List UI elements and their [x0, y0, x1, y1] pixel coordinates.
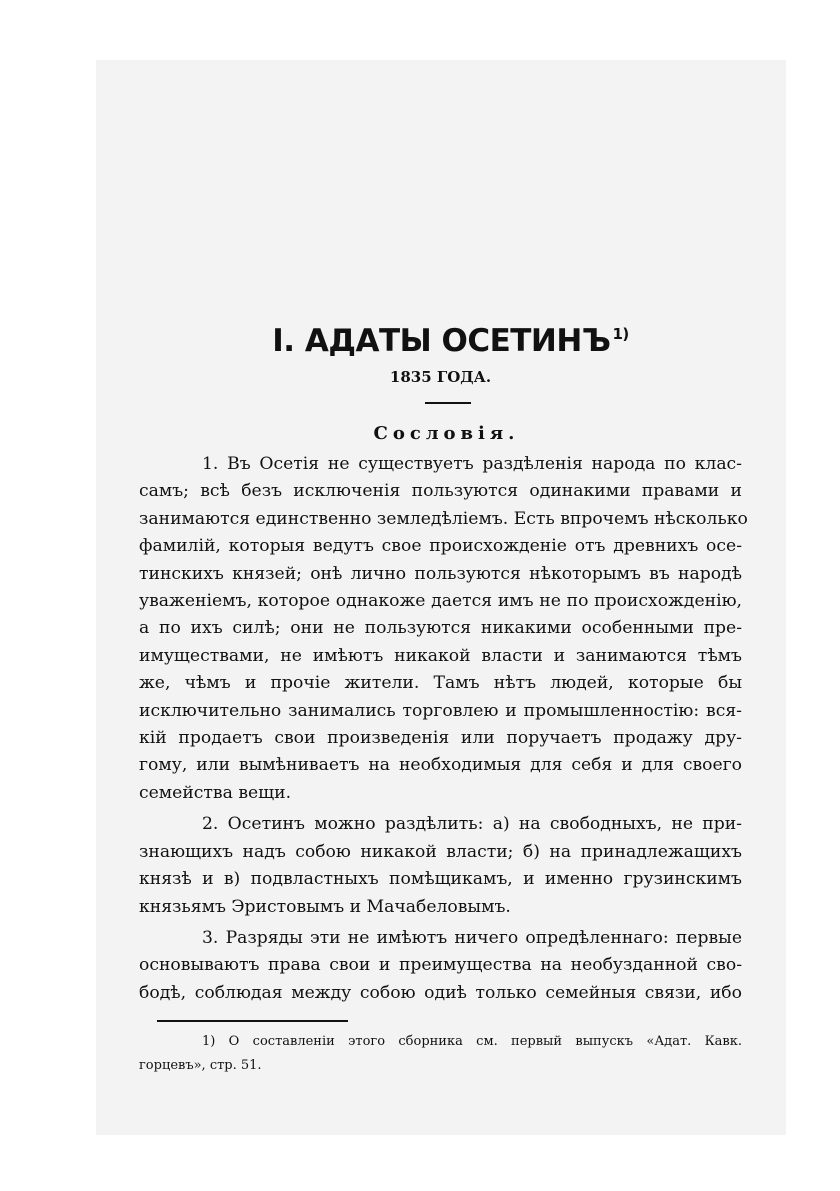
text-line: 1. Въ Осетія не существуетъ раздѣленія народа по клас- [202, 454, 742, 474]
text-line: основываютъ права свои и преимущества на необузданной сво- [139, 955, 742, 976]
footnote [139, 1030, 742, 1078]
text-line: знающихъ надъ собою никакой власти; б) на принадлежащихъ [139, 841, 742, 862]
text-line: исключительно занимались торговлею и промышленностію: вся- [139, 700, 742, 721]
text-line: самъ; всѣ безъ исключенія пользуются одинакими правами и [139, 481, 742, 502]
footnote-divider [157, 1020, 348, 1022]
text-line: фамилій, которыя ведутъ свое происхожденіе отъ древнихъ осе- [139, 536, 742, 557]
title-text: I. АДАТЫ ОСЕТИНЪ [272, 323, 611, 359]
text-line: 3. Разряды эти не имѣютъ ничего опредѣленнаго: первые [202, 927, 742, 948]
text-line: имуществами, не имѣютъ никакой власти и занимаются тѣмъ [139, 645, 742, 666]
text-line: а по ихъ силѣ; они не пользуются никакими особенными пре- [139, 618, 742, 639]
page-title [159, 311, 742, 357]
text-line: князьямъ Эристовымъ и Мачабеловымъ. [139, 896, 511, 917]
text-line: бодѣ, соблюдая между собою одиѣ только семейныя связи, ибо [139, 982, 742, 1003]
title-divider [425, 402, 471, 404]
text-line: тинскихъ князей; онѣ лично пользуются нѣкоторымъ въ народѣ [139, 563, 742, 584]
text-line: гому, или вымѣниваетъ на необходимыя для себя и для своего [139, 755, 742, 776]
text-line: занимаются единственно земледѣліемъ. Есть впрочемъ нѣсколько [139, 508, 748, 529]
text-line: же, чѣмъ и прочіе жители. Тамъ нѣтъ людей, которые бы [139, 673, 742, 694]
footnote-line: горцевъ», стр. 51. [139, 1058, 262, 1073]
text-line: уваженіемъ, которое однакоже дается имъ не по происхожденію, [139, 591, 742, 612]
year-subtitle: 1835 ГОДА. [389, 368, 492, 386]
document-body [139, 311, 748, 1007]
title-footnote-mark: 1) [612, 325, 629, 343]
paragraph-3 [139, 925, 742, 1007]
text-line: семейства вещи. [139, 782, 292, 803]
paragraph-2 [139, 811, 742, 921]
footnote-line: 1) О составленіи этого сборника см. первый выпускъ «Адат. Кавк. [202, 1034, 742, 1049]
text-line: князѣ и в) подвластныхъ помѣщикамъ, и именно грузинскимъ [139, 869, 742, 890]
section-heading: Сословія. [373, 423, 520, 444]
paragraph-1 [139, 451, 748, 807]
text-line: кій продаетъ свои произведенія или поручаетъ продажу дру- [139, 728, 742, 749]
text-line: 2. Осетинъ можно раздѣлить: а) на свободныхъ, не при- [202, 814, 742, 835]
